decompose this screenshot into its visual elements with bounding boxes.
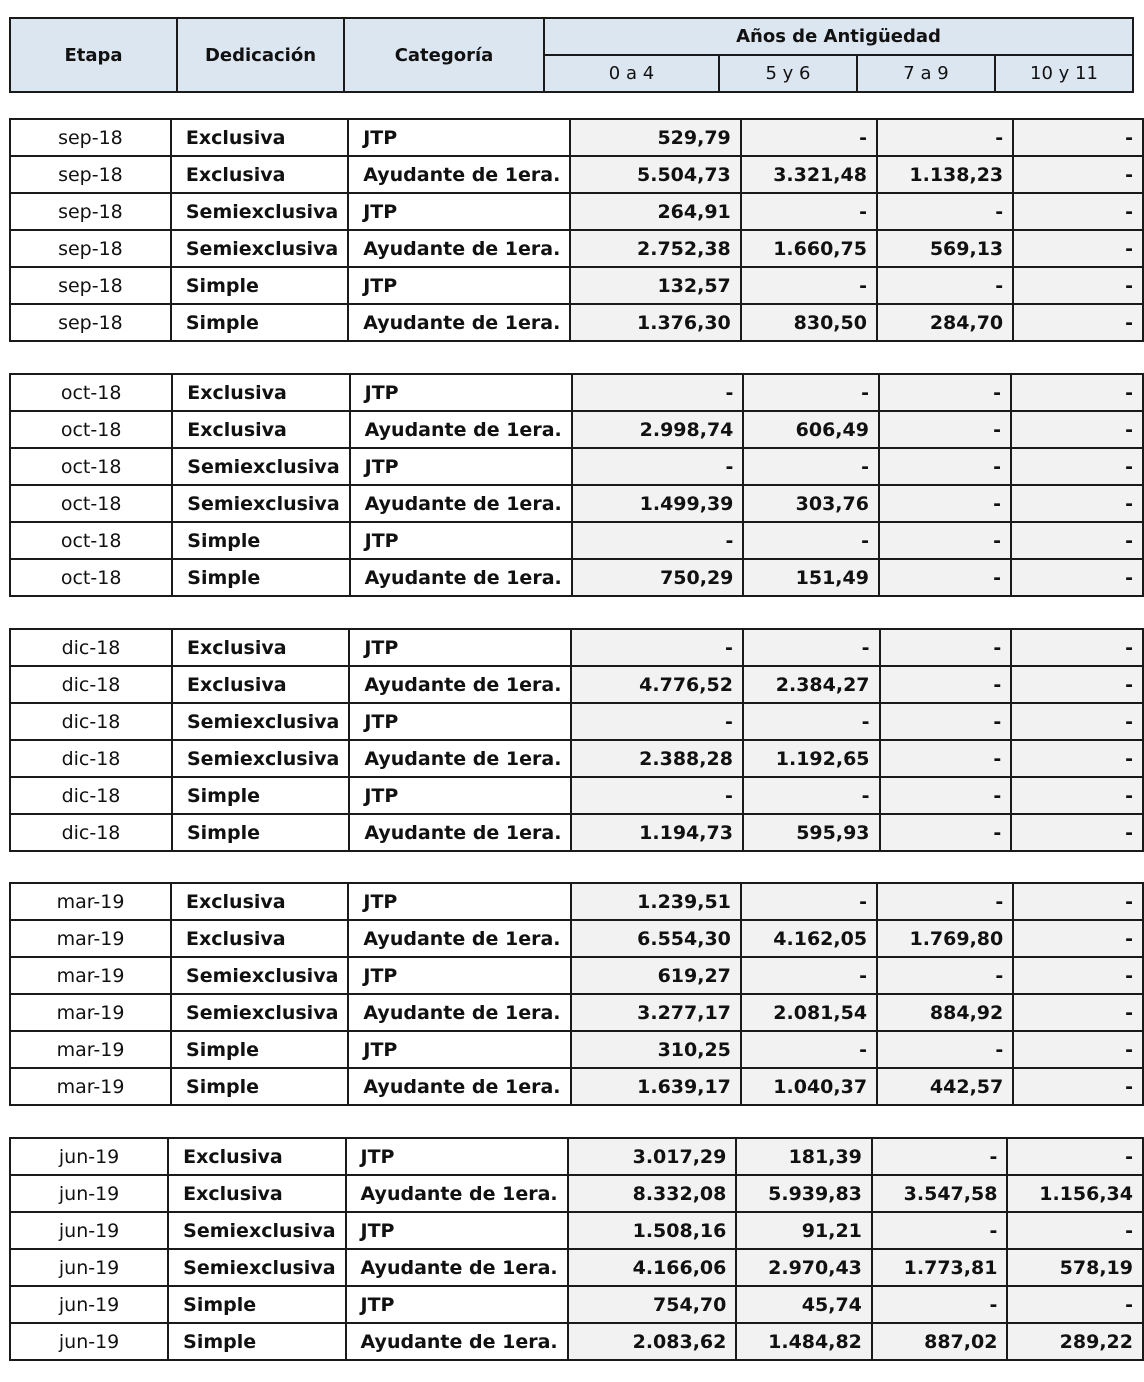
table-row <box>10 740 1143 777</box>
value-cell: - <box>741 119 877 156</box>
header-table <box>9 17 1134 93</box>
etapa-cell: dic-18 <box>10 777 172 814</box>
value-cell: - <box>1007 1212 1143 1249</box>
value-cell: 1.040,37 <box>741 1068 877 1105</box>
etapa-cell: oct-18 <box>10 374 172 411</box>
value-cell: - <box>1013 883 1143 920</box>
value-cell: - <box>572 448 744 485</box>
value-cell: - <box>1011 485 1143 522</box>
categoria-cell: JTP <box>346 1138 568 1175</box>
value-cell: - <box>743 629 880 666</box>
value-cell: - <box>741 267 877 304</box>
value-cell: - <box>1007 1286 1143 1323</box>
etapa-cell: mar-19 <box>10 1068 171 1105</box>
table-row <box>10 374 1143 411</box>
value-cell: - <box>877 957 1013 994</box>
categoria-cell: Ayudante de 1era. <box>350 559 572 596</box>
categoria-cell: JTP <box>346 1212 568 1249</box>
categoria-cell: JTP <box>350 448 572 485</box>
value-cell: - <box>1007 1138 1143 1175</box>
value-cell: 1.769,80 <box>877 920 1013 957</box>
table-row <box>10 629 1143 666</box>
categoria-cell: Ayudante de 1era. <box>346 1323 568 1360</box>
value-cell: - <box>1011 666 1143 703</box>
value-cell: - <box>1013 1031 1143 1068</box>
value-cell: 442,57 <box>877 1068 1013 1105</box>
value-cell: 1.660,75 <box>741 230 877 267</box>
table-row <box>10 920 1143 957</box>
table-row <box>10 267 1143 304</box>
dedicacion-cell: Semiexclusiva <box>171 193 348 230</box>
value-cell: - <box>880 814 1012 851</box>
categoria-cell: Ayudante de 1era. <box>350 485 572 522</box>
etapa-cell: dic-18 <box>10 814 172 851</box>
categoria-cell: Ayudante de 1era. <box>349 666 571 703</box>
dedicacion-cell: Simple <box>172 559 349 596</box>
categoria-cell: JTP <box>346 1286 568 1323</box>
dedicacion-cell: Simple <box>168 1286 345 1323</box>
etapa-cell: jun-19 <box>10 1138 168 1175</box>
value-cell: 2.083,62 <box>568 1323 737 1360</box>
value-cell: 754,70 <box>568 1286 737 1323</box>
table-row <box>10 994 1143 1031</box>
dedicacion-cell: Exclusiva <box>171 119 348 156</box>
table-row <box>10 230 1143 267</box>
value-cell: 4.162,05 <box>741 920 877 957</box>
value-cell: 132,57 <box>570 267 740 304</box>
etapa-cell: jun-19 <box>10 1175 168 1212</box>
value-cell: - <box>572 522 744 559</box>
value-cell: 2.970,43 <box>736 1249 872 1286</box>
table-row <box>10 777 1143 814</box>
value-cell: 1.156,34 <box>1007 1175 1143 1212</box>
value-cell: 569,13 <box>877 230 1013 267</box>
dedicacion-cell: Exclusiva <box>172 411 349 448</box>
value-cell: 1.192,65 <box>743 740 880 777</box>
value-cell: 830,50 <box>741 304 877 341</box>
value-cell: - <box>1013 156 1143 193</box>
value-cell: - <box>743 777 880 814</box>
value-cell: 1.773,81 <box>872 1249 1008 1286</box>
value-cell: 5.939,83 <box>736 1175 872 1212</box>
value-cell: 750,29 <box>572 559 744 596</box>
value-cell: - <box>1013 994 1143 1031</box>
value-cell: 310,25 <box>571 1031 741 1068</box>
value-cell: 606,49 <box>743 411 879 448</box>
value-cell: 578,19 <box>1007 1249 1143 1286</box>
dedicacion-cell: Semiexclusiva <box>172 485 349 522</box>
table-row <box>10 1323 1143 1360</box>
value-cell: - <box>1011 777 1143 814</box>
dedicacion-cell: Exclusiva <box>171 883 348 920</box>
table-row <box>10 411 1143 448</box>
categoria-cell: JTP <box>348 267 570 304</box>
dedicacion-cell: Semiexclusiva <box>168 1249 345 1286</box>
categoria-cell: Ayudante de 1era. <box>348 304 570 341</box>
value-cell: - <box>1013 1068 1143 1105</box>
categoria-cell: JTP <box>350 374 572 411</box>
value-cell: 303,76 <box>743 485 879 522</box>
value-cell: 1.239,51 <box>571 883 741 920</box>
value-cell: 289,22 <box>1007 1323 1143 1360</box>
group-table <box>9 628 1144 852</box>
value-cell: 2.998,74 <box>572 411 744 448</box>
etapa-cell: dic-18 <box>10 666 172 703</box>
categoria-cell: Ayudante de 1era. <box>350 411 572 448</box>
etapa-cell: dic-18 <box>10 703 172 740</box>
table-row <box>10 119 1143 156</box>
value-cell: - <box>872 1138 1008 1175</box>
dedicacion-cell: Simple <box>171 304 348 341</box>
value-cell: - <box>879 374 1011 411</box>
table-row <box>10 1031 1143 1068</box>
value-cell: 1.376,30 <box>570 304 740 341</box>
table-row <box>10 559 1143 596</box>
header-categoria: Categoría <box>344 18 544 92</box>
value-cell: - <box>741 957 877 994</box>
value-cell: 884,92 <box>877 994 1013 1031</box>
etapa-cell: oct-18 <box>10 559 172 596</box>
value-cell: - <box>1011 522 1143 559</box>
categoria-cell: Ayudante de 1era. <box>349 740 571 777</box>
value-cell: 3.547,58 <box>872 1175 1008 1212</box>
value-cell: 4.776,52 <box>571 666 743 703</box>
header-range-7-9: 7 a 9 <box>857 55 995 92</box>
value-cell: - <box>1011 448 1143 485</box>
categoria-cell: JTP <box>348 1031 570 1068</box>
dedicacion-cell: Simple <box>172 522 349 559</box>
dedicacion-cell: Simple <box>171 1068 348 1105</box>
value-cell: 3.277,17 <box>571 994 741 1031</box>
value-cell: 1.499,39 <box>572 485 744 522</box>
group-table <box>9 1137 1144 1361</box>
value-cell: 887,02 <box>872 1323 1008 1360</box>
dedicacion-cell: Simple <box>172 777 349 814</box>
group-table <box>9 882 1144 1106</box>
dedicacion-cell: Semiexclusiva <box>172 740 349 777</box>
etapa-cell: jun-19 <box>10 1249 168 1286</box>
dedicacion-cell: Semiexclusiva <box>172 703 349 740</box>
value-cell: 1.138,23 <box>877 156 1013 193</box>
categoria-cell: JTP <box>348 957 570 994</box>
value-cell: 4.166,06 <box>568 1249 737 1286</box>
etapa-cell: mar-19 <box>10 957 171 994</box>
table-row <box>10 1138 1143 1175</box>
value-cell: - <box>879 448 1011 485</box>
value-cell: - <box>1013 193 1143 230</box>
value-cell: 5.504,73 <box>570 156 740 193</box>
header-range-0-4: 0 a 4 <box>544 55 719 92</box>
dedicacion-cell: Simple <box>168 1323 345 1360</box>
value-cell: - <box>877 267 1013 304</box>
dedicacion-cell: Simple <box>171 267 348 304</box>
value-cell: - <box>743 522 879 559</box>
value-cell: - <box>1013 304 1143 341</box>
value-cell: 2.081,54 <box>741 994 877 1031</box>
value-cell: - <box>1011 374 1143 411</box>
categoria-cell: Ayudante de 1era. <box>348 230 570 267</box>
value-cell: - <box>571 703 743 740</box>
value-cell: 45,74 <box>736 1286 872 1323</box>
value-cell: - <box>1013 957 1143 994</box>
group-table <box>9 373 1144 597</box>
header-dedicacion: Dedicación <box>177 18 344 92</box>
value-cell: - <box>1011 703 1143 740</box>
etapa-cell: oct-18 <box>10 448 172 485</box>
etapa-cell: sep-18 <box>10 304 171 341</box>
etapa-cell: jun-19 <box>10 1286 168 1323</box>
table-row <box>10 883 1143 920</box>
value-cell: - <box>872 1286 1008 1323</box>
value-cell: 3.321,48 <box>741 156 877 193</box>
value-cell: - <box>741 193 877 230</box>
etapa-cell: sep-18 <box>10 156 171 193</box>
table-row <box>10 666 1143 703</box>
value-cell: 1.484,82 <box>736 1323 872 1360</box>
etapa-cell: jun-19 <box>10 1212 168 1249</box>
table-row <box>10 448 1143 485</box>
value-cell: - <box>879 522 1011 559</box>
table-row <box>10 814 1143 851</box>
value-cell: 264,91 <box>570 193 740 230</box>
table-row <box>10 1175 1143 1212</box>
value-cell: - <box>877 119 1013 156</box>
table-row <box>10 1068 1143 1105</box>
etapa-cell: dic-18 <box>10 629 172 666</box>
value-cell: 181,39 <box>736 1138 872 1175</box>
value-cell: 1.194,73 <box>571 814 743 851</box>
value-cell: 151,49 <box>743 559 879 596</box>
value-cell: - <box>1013 230 1143 267</box>
value-cell: - <box>1013 119 1143 156</box>
etapa-cell: oct-18 <box>10 485 172 522</box>
group-table <box>9 118 1144 342</box>
dedicacion-cell: Exclusiva <box>172 374 349 411</box>
value-cell: - <box>879 559 1011 596</box>
dedicacion-cell: Simple <box>171 1031 348 1068</box>
etapa-cell: jun-19 <box>10 1323 168 1360</box>
etapa-cell: oct-18 <box>10 522 172 559</box>
dedicacion-cell: Exclusiva <box>171 920 348 957</box>
value-cell: - <box>741 883 877 920</box>
etapa-cell: dic-18 <box>10 740 172 777</box>
dedicacion-cell: Exclusiva <box>168 1138 345 1175</box>
etapa-cell: sep-18 <box>10 267 171 304</box>
categoria-cell: Ayudante de 1era. <box>346 1249 568 1286</box>
value-cell: - <box>1011 740 1143 777</box>
value-cell: - <box>1011 559 1143 596</box>
value-cell: - <box>877 193 1013 230</box>
value-cell: - <box>743 703 880 740</box>
value-cell: 529,79 <box>570 119 740 156</box>
table-row <box>10 1249 1143 1286</box>
value-cell: - <box>1013 267 1143 304</box>
table-row <box>10 304 1143 341</box>
value-cell: - <box>743 448 879 485</box>
categoria-cell: JTP <box>350 522 572 559</box>
table-row <box>10 522 1143 559</box>
table-row <box>10 156 1143 193</box>
etapa-cell: sep-18 <box>10 193 171 230</box>
dedicacion-cell: Exclusiva <box>172 666 349 703</box>
value-cell: - <box>880 666 1012 703</box>
categoria-cell: JTP <box>349 703 571 740</box>
etapa-cell: sep-18 <box>10 119 171 156</box>
etapa-cell: mar-19 <box>10 994 171 1031</box>
dedicacion-cell: Exclusiva <box>171 156 348 193</box>
value-cell: - <box>1011 411 1143 448</box>
value-cell: - <box>879 485 1011 522</box>
value-cell: - <box>880 777 1012 814</box>
categoria-cell: JTP <box>349 777 571 814</box>
categoria-cell: Ayudante de 1era. <box>348 1068 570 1105</box>
value-cell: - <box>877 883 1013 920</box>
dedicacion-cell: Exclusiva <box>172 629 349 666</box>
header-range-10-11: 10 y 11 <box>995 55 1133 92</box>
dedicacion-cell: Semiexclusiva <box>171 230 348 267</box>
categoria-cell: Ayudante de 1era. <box>348 156 570 193</box>
header-etapa: Etapa <box>10 18 177 92</box>
dedicacion-cell: Simple <box>172 814 349 851</box>
value-cell: - <box>741 1031 877 1068</box>
dedicacion-cell: Exclusiva <box>168 1175 345 1212</box>
table-row <box>10 957 1143 994</box>
dedicacion-cell: Semiexclusiva <box>171 957 348 994</box>
table-row <box>10 1286 1143 1323</box>
table-row <box>10 485 1143 522</box>
value-cell: - <box>571 777 743 814</box>
value-cell: - <box>572 374 744 411</box>
table-row <box>10 703 1143 740</box>
value-cell: 595,93 <box>743 814 880 851</box>
value-cell: 91,21 <box>736 1212 872 1249</box>
dedicacion-cell: Semiexclusiva <box>172 448 349 485</box>
value-cell: 2.384,27 <box>743 666 880 703</box>
value-cell: - <box>879 411 1011 448</box>
categoria-cell: JTP <box>349 629 571 666</box>
value-cell: - <box>880 703 1012 740</box>
categoria-cell: JTP <box>348 193 570 230</box>
categoria-cell: Ayudante de 1era. <box>346 1175 568 1212</box>
value-cell: - <box>877 1031 1013 1068</box>
etapa-cell: mar-19 <box>10 920 171 957</box>
value-cell: 6.554,30 <box>571 920 741 957</box>
value-cell: 2.752,38 <box>570 230 740 267</box>
table-row <box>10 193 1143 230</box>
value-cell: 8.332,08 <box>568 1175 737 1212</box>
dedicacion-cell: Semiexclusiva <box>171 994 348 1031</box>
categoria-cell: JTP <box>348 883 570 920</box>
value-cell: - <box>880 629 1012 666</box>
categoria-cell: Ayudante de 1era. <box>348 920 570 957</box>
etapa-cell: sep-18 <box>10 230 171 267</box>
etapa-cell: mar-19 <box>10 1031 171 1068</box>
value-cell: 3.017,29 <box>568 1138 737 1175</box>
value-cell: 619,27 <box>571 957 741 994</box>
dedicacion-cell: Semiexclusiva <box>168 1212 345 1249</box>
value-cell: - <box>1011 629 1143 666</box>
value-cell: - <box>1011 814 1143 851</box>
categoria-cell: Ayudante de 1era. <box>348 994 570 1031</box>
header-antiguedad: Años de Antigüedad <box>544 18 1133 55</box>
etapa-cell: mar-19 <box>10 883 171 920</box>
value-cell: - <box>1013 920 1143 957</box>
categoria-cell: JTP <box>348 119 570 156</box>
value-cell: - <box>571 629 743 666</box>
table-row <box>10 1212 1143 1249</box>
value-cell: 1.508,16 <box>568 1212 737 1249</box>
value-cell: - <box>743 374 879 411</box>
value-cell: - <box>872 1212 1008 1249</box>
value-cell: 1.639,17 <box>571 1068 741 1105</box>
header-range-5-6: 5 y 6 <box>719 55 857 92</box>
categoria-cell: Ayudante de 1era. <box>349 814 571 851</box>
value-cell: - <box>880 740 1012 777</box>
value-cell: 284,70 <box>877 304 1013 341</box>
value-cell: 2.388,28 <box>571 740 743 777</box>
etapa-cell: oct-18 <box>10 411 172 448</box>
